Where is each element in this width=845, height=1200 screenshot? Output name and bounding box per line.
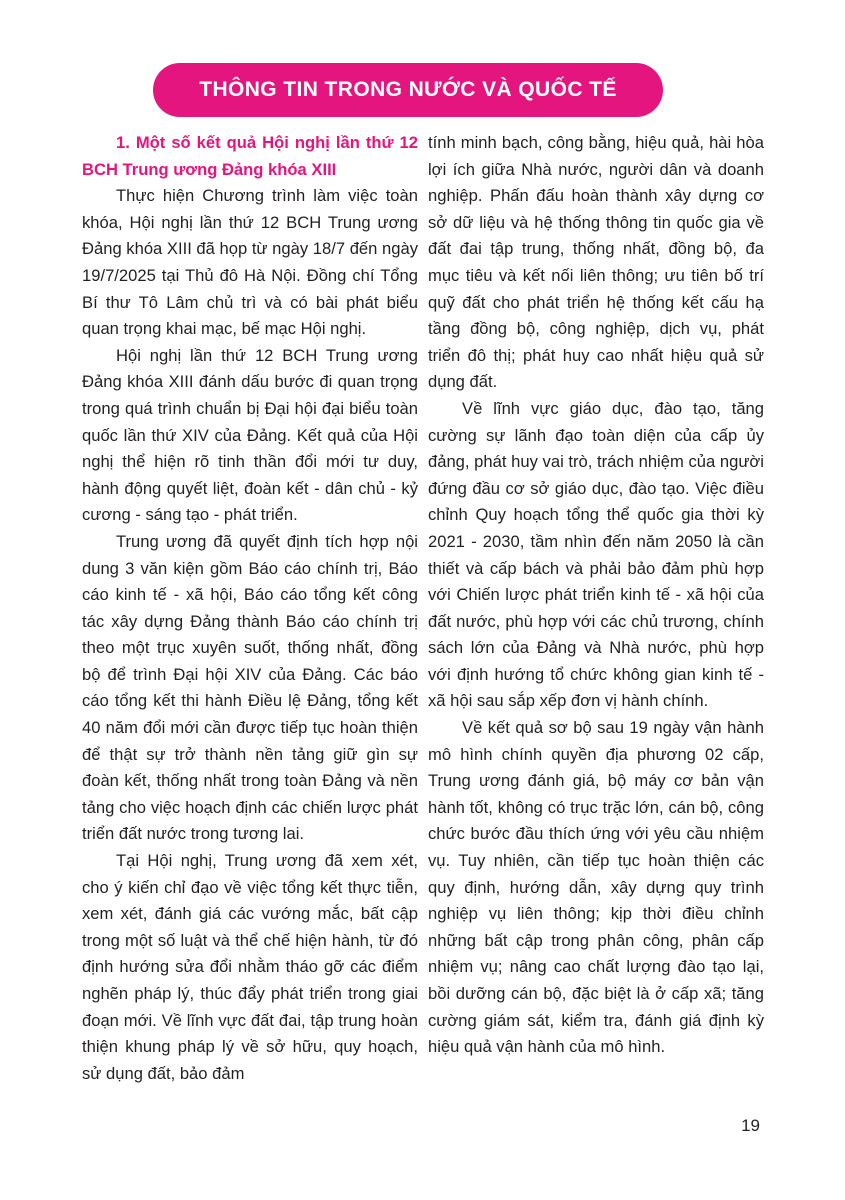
paragraph: Về kết quả sơ bộ sau 19 ngày vận hành mô hình chính quyền địa phương 02 cấp, Trung ương đánh giá, bộ máy cơ bản vận hành tốt, không có trục trặc lớn, cán bộ, công chức bước đầu thích ứng với yêu cầu nhiệm vụ. Tuy nhiên, cần tiếp tục hoàn thiện các quy định, hướng dẫn, xây dựng quy trình nghiệp vụ liên thông; kịp thời điều chỉnh những bất cập trong phân công, phân cấp nhiệm vụ; nâng cao chất lượng đào tạo lại, bồi dưỡng cán bộ, đặc biệt là ở cấp xã; tăng cường giám sát, kiểm tra, đánh giá định kỳ hiệu quả vận hành của mô hình.: [428, 718, 764, 1057]
right-column: [428, 130, 764, 1061]
section-banner: [153, 63, 663, 117]
section-heading: 1. Một số kết quả Hội nghị lần thứ 12 BCH Trung ương Đảng khóa XIII: [82, 133, 418, 179]
paragraph-continuation: tính minh bạch, công bằng, hiệu quả, hài hòa lợi ích giữa Nhà nước, người dân và doanh nghiệp. Phấn đấu hoàn thành xây dựng cơ sở dữ liệu và hệ thống thông tin quốc gia về đất đai tập trung, thống nhất, đồng bộ, đa mục tiêu và kết nối liên thông; ưu tiên bố trí quỹ đất cho phát triển hệ thống kết cấu hạ tầng đồng bộ, công nghiệp, dịch vụ, phát triển đô thị; phát huy cao nhất hiệu quả sử dụng đất.: [428, 133, 764, 392]
paragraph: Trung ương đã quyết định tích hợp nội dung 3 văn kiện gồm Báo cáo chính trị, Báo cáo kinh tế - xã hội, Báo cáo tổng kết công tác xây dựng Đảng thành Báo cáo chính trị theo một trục xuyên suốt, thống nhất, đồng bộ để trình Đại hội XIV của Đảng. Các báo cáo tổng kết thi hành Điều lệ Đảng, tổng kết 40 năm đổi mới cần được tiếp tục hoàn thiện để thật sự trở thành nền tảng giữ gìn sự đoàn kết, thống nhất trong toàn Đảng và nền tảng cho việc hoạch định các chiến lược phát triển đất nước trong tương lai.: [82, 531, 418, 844]
paragraph: Tại Hội nghị, Trung ương đã xem xét, cho ý kiến chỉ đạo về việc tổng kết thực tiễn, xem xét, đánh giá các vướng mắc, bất cập trong một số luật và thể chế hiện hành, từ đó định hướng sửa đổi nhằm tháo gỡ các điểm nghẽn pháp lý, thúc đẩy phát triển trong giai đoạn mới. Về lĩnh vực đất đai, tập trung hoàn thiện khung pháp lý về sở hữu, quy hoạch, sử dụng đất, bảo đảm: [82, 851, 418, 1083]
left-column: [82, 130, 418, 1087]
paragraph: Thực hiện Chương trình làm việc toàn khóa, Hội nghị lần thứ 12 BCH Trung ương Đảng khóa XIII đã họp từ ngày 18/7 đến ngày 19/7/2025 tại Thủ đô Hà Nội. Đồng chí Tổng Bí thư Tô Lâm chủ trì và có bài phát biểu quan trọng khai mạc, bế mạc Hội nghị.: [82, 186, 418, 339]
banner-title: THÔNG TIN TRONG NƯỚC VÀ QUỐC TẾ: [199, 78, 617, 101]
paragraph: Hội nghị lần thứ 12 BCH Trung ương Đảng khóa XIII đánh dấu bước đi quan trọng trong quá trình chuẩn bị Đại hội đại biểu toàn quốc lần thứ XIV của Đảng. Kết quả của Hội nghị thể hiện rõ tinh thần đổi mới tư duy, hành động quyết liệt, đoàn kết - dân chủ - kỷ cương - sáng tạo - phát triển.: [82, 345, 418, 525]
paragraph: Về lĩnh vực giáo dục, đào tạo, tăng cường sự lãnh đạo toàn diện của cấp ủy đảng, phát huy vai trò, trách nhiệm của người đứng đầu cơ sở giáo dục, đào tạo. Việc điều chỉnh Quy hoạch tổng thể quốc gia thời kỳ 2021 - 2030, tầm nhìn đến năm 2050 là cần thiết và cấp bách và phải bảo đảm phù hợp với Chiến lược phát triển kinh tế - xã hội của đất nước, phù hợp với các chủ trương, chính sách lớn của Đảng và Nhà nước, phù hợp với định hướng tổ chức không gian kinh tế - xã hội sau sắp xếp đơn vị hành chính.: [428, 398, 764, 711]
page-number: 19: [741, 1116, 760, 1135]
